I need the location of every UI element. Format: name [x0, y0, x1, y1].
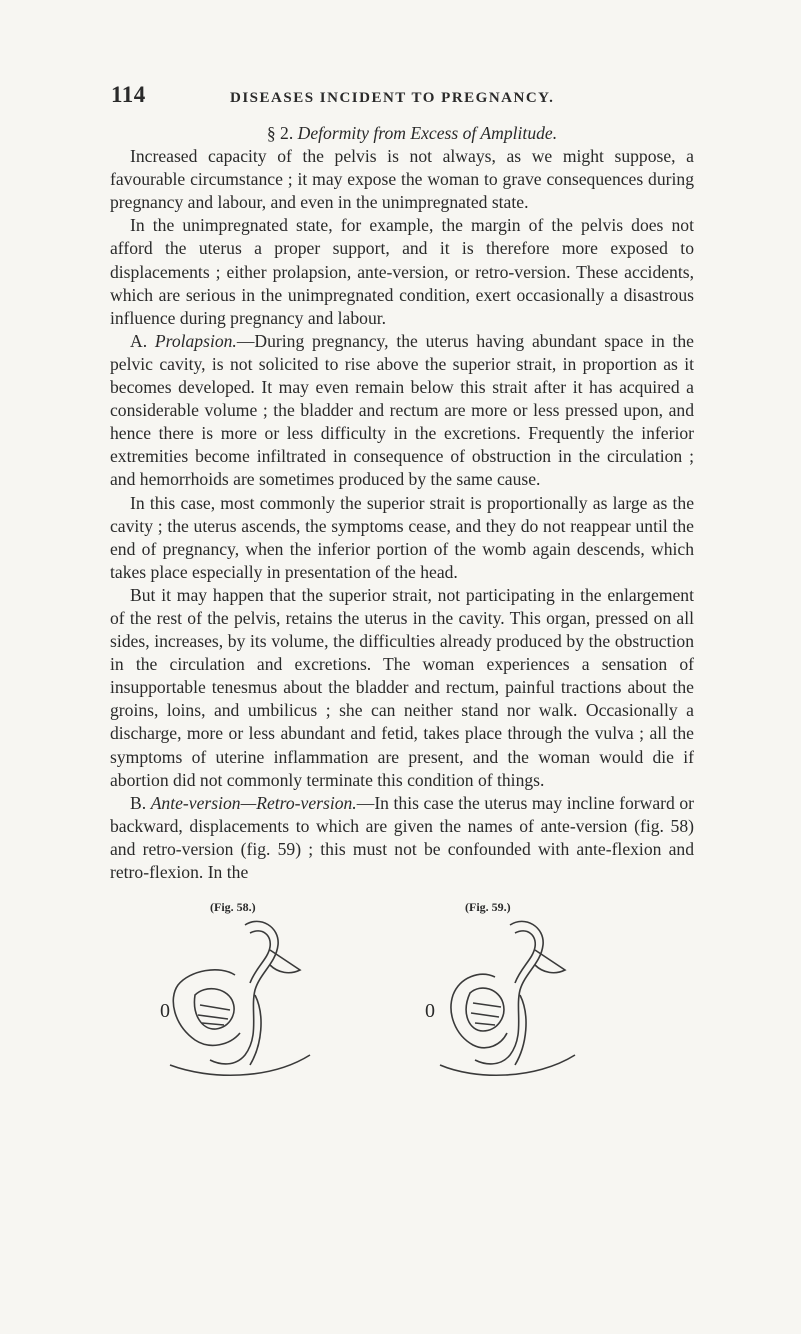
- figure-58-caption: (Fig. 58.): [210, 900, 256, 914]
- page-number: 114: [111, 82, 146, 107]
- paragraph-6: [110, 792, 694, 884]
- subsection-title-version: Ante-version—Retro-version.: [150, 792, 357, 813]
- ante-version-illustration: [150, 915, 330, 1085]
- figure-59-caption: (Fig. 59.): [465, 900, 511, 914]
- paragraph-3: [110, 330, 694, 492]
- figure-59: [415, 900, 585, 1085]
- paragraph-1: Increased capacity of the pelvis is not always, as we might suppose, a favourable circumstance ; it may expose the woman to grave consequences during pregnancy and labour, and even in the unimpregnated state.: [110, 146, 694, 213]
- paragraph-6-text: —In this case the uterus may incline forward or backward, displacements to which are given the names of ante-version (fig. 58) and retro-version (fig. 59) ; this must not be confounded with ante-flexion and retro-flexion. In the: [110, 792, 694, 882]
- subsection-title-prolapsion: Prolapsion.: [154, 330, 237, 351]
- section-mark: § 2.: [266, 123, 294, 143]
- figures-row: [150, 900, 710, 1080]
- figure-58-label: 0: [160, 1000, 170, 1022]
- figure-58: [150, 900, 320, 1085]
- running-head: DISEASES INCIDENT TO PREGNANCY.: [230, 90, 555, 106]
- paragraph-5: But it may happen that the superior strait, not participating in the enlargement of the rest of the pelvis, retains the uterus in the cavity. This organ, pressed on all sides, increases, by its volume, the difficulties already produced by the obstruction in the circulation and excretions. The woman experiences a sensation of insupportable tenesmus about the bladder and rectum, painful tractions about the groins, loins, and umbilicus ; she can neither stand nor walk. Occasionally a discharge, more or less abundant and fetid, takes place through the vulva ; all the symptoms of uterine inflammation are present, and the woman would die if abortion did not commonly terminate this condition of things.: [110, 584, 694, 790]
- subsection-label-b: B.: [130, 792, 147, 813]
- paragraph-4: In this case, most commonly the superior strait is proportionally as large as the cavity ; the uterus ascends, the symptoms cease, and they do not reappear until the end of pregnancy, when the inferior portion of the womb again descends, which takes place especially in presentation of the head.: [110, 492, 694, 582]
- retro-version-illustration: [415, 915, 595, 1085]
- paragraph-2: In the unimpregnated state, for example, the margin of the pelvis does not afford the uterus a proper support, and it is therefore more exposed to displacements ; either prolapsion, ante-version, or retro-version. These accidents, which are serious in the unimpregnated condition, exert occasionally a disastrous influence during pregnancy and labour.: [110, 215, 694, 328]
- figure-59-label: 0: [425, 1000, 435, 1022]
- paragraph-3-text: —During pregnancy, the uterus having abundant space in the pelvic cavity, is not solicited to rise above the superior strait, in proportion as it becomes developed. It may even remain below this strait after it has acquired a considerable volume ; the bladder and rectum are more or less pressed upon, and hence there is more or less difficulty in the excretions. Frequently the inferior extremities become infiltrated in consequence of obstruction in the circulation ; and hemorrhoids are sometimes produced by the same cause.: [110, 330, 694, 490]
- body-text: [110, 122, 694, 884]
- section-heading: [110, 122, 694, 145]
- section-title: Deformity from Excess of Amplitude.: [297, 123, 558, 143]
- subsection-label-a: A.: [130, 330, 148, 351]
